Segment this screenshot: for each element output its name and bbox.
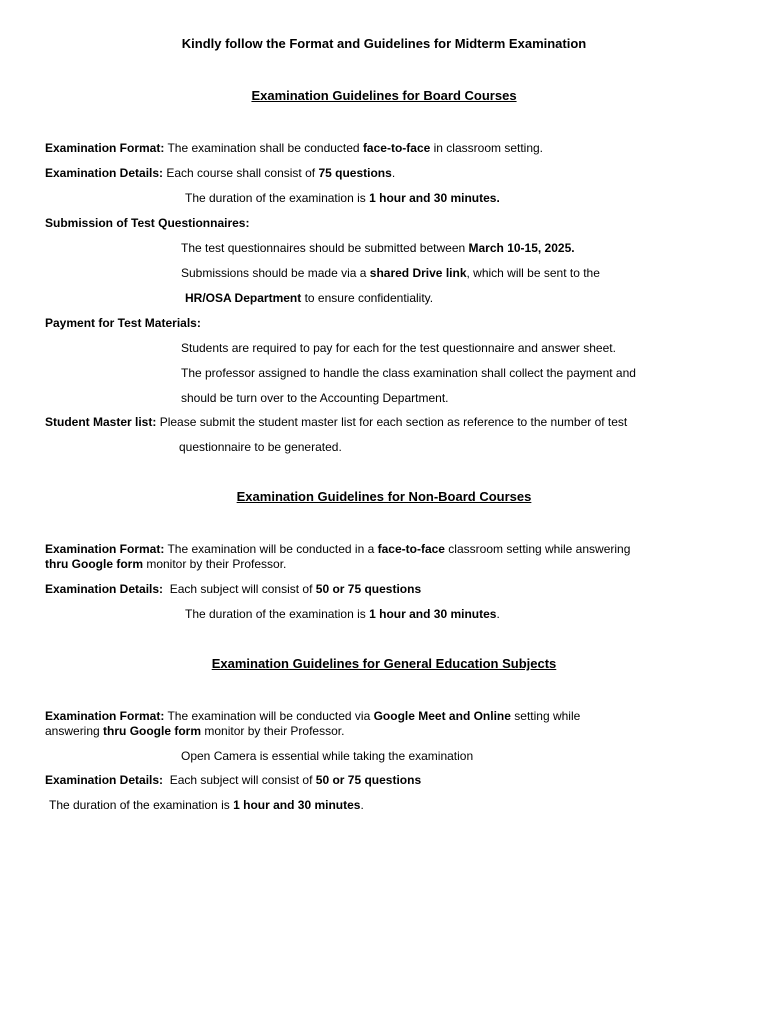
board-payment-label [45,316,201,330]
gened-details-line [45,773,421,787]
gened-format-line-2 [45,724,344,738]
board-masterlist-line-2: questionnaire to be generated. [179,440,342,454]
board-submission-line1-bold: March 10-15, 2025. [468,241,575,255]
nonboard-format-text-2: classroom setting while answering [444,542,631,556]
board-submission-line3-text: to ensure confidentiality. [301,291,434,305]
nonboard-duration-text: The duration of the examination is [185,607,370,621]
board-duration-line [185,191,500,205]
board-masterlist-label: Student Master list: [45,415,157,429]
gened-duration-line [49,798,364,812]
nonboard-format-line2-bold: thru Google form [45,557,143,571]
board-format-label: Examination Format: [45,141,165,155]
board-submission-line2-text-2: , which will be sent to the [466,266,600,280]
nonboard-format-text-1: The examination will be conducted in a [164,542,378,556]
nonboard-format-line [45,542,630,556]
board-duration-bold: 1 hour and 30 minutes. [369,191,500,205]
document-title: Kindly follow the Format and Guidelines for Midterm Examination [181,36,587,51]
nonboard-format-bold: face-to-face [377,542,445,556]
board-details-bold: 75 questions [318,166,392,180]
board-format-line [45,141,543,155]
gened-subjects-heading: Examination Guidelines for General Education Subjects [211,656,557,671]
nonboard-duration-end: . [496,607,500,621]
board-courses-heading: Examination Guidelines for Board Courses [251,88,517,103]
board-submission-label [45,216,249,230]
gened-format-text-1: The examination will be conducted via [164,709,374,723]
board-format-text-2: in classroom setting. [430,141,544,155]
gened-details-label: Examination Details: [45,773,164,787]
board-submission-label-text: Submission of Test Questionnaires: [45,216,250,230]
board-details-text-1: Each course shall consist of [163,166,319,180]
gened-format-line [45,709,580,723]
gened-format-line2-text-2: monitor by their Professor. [201,724,345,738]
gened-format-line2-text-1: answering [45,724,104,738]
board-submission-line-3 [185,291,433,305]
board-payment-line-2: The professor assigned to handle the class examination shall collect the payment and [181,366,636,380]
gened-format-bold: Google Meet and Online [373,709,511,723]
gened-format-label: Examination Format: [45,709,165,723]
gened-format-line2-bold: thru Google form [103,724,202,738]
gened-duration-bold: 1 hour and 30 minutes [233,798,361,812]
board-details-line [45,166,395,180]
board-masterlist-text: Please submit the student master list for each section as reference to the number of test [156,415,628,429]
board-details-label: Examination Details: [45,166,164,180]
board-submission-line1-text: The test questionnaires should be submitted between [181,241,469,255]
nonboard-details-label: Examination Details: [45,582,164,596]
board-submission-line2-bold: shared Drive link [369,266,467,280]
nonboard-details-bold: 50 or 75 questions [315,582,422,596]
nonboard-format-line2-text: monitor by their Professor. [143,557,287,571]
gened-details-bold: 50 or 75 questions [315,773,422,787]
gened-duration-end: . [360,798,364,812]
nonboard-format-label: Examination Format: [45,542,165,556]
board-format-bold: face-to-face [362,141,431,155]
board-submission-line3-bold: HR/OSA Department [185,291,302,305]
board-format-text-1: The examination shall be conducted [164,141,363,155]
nonboard-duration-bold: 1 hour and 30 minutes [369,607,497,621]
gened-details-text: Each subject will consist of [163,773,316,787]
board-payment-line-1: Students are required to pay for each for the test questionnaire and answer sheet. [181,341,616,355]
nonboard-courses-heading: Examination Guidelines for Non-Board Courses [236,489,532,504]
nonboard-details-line [45,582,421,596]
nonboard-format-line-2 [45,557,286,571]
board-submission-line-1 [181,241,575,255]
gened-duration-text: The duration of the examination is [49,798,234,812]
board-details-text-2: . [391,166,396,180]
board-payment-line-3: should be turn over to the Accounting Department. [181,391,449,405]
gened-format-text-2: setting while [510,709,581,723]
board-submission-line-2 [181,266,600,280]
board-payment-label-text: Payment for Test Materials: [45,316,201,330]
nonboard-duration-line [185,607,500,621]
board-duration-text: The duration of the examination is [185,191,370,205]
board-masterlist-line [45,415,627,429]
board-submission-line2-text-1: Submissions should be made via a [181,266,370,280]
gened-camera-line: Open Camera is essential while taking the examination [181,749,474,763]
nonboard-details-text: Each subject will consist of [163,582,316,596]
